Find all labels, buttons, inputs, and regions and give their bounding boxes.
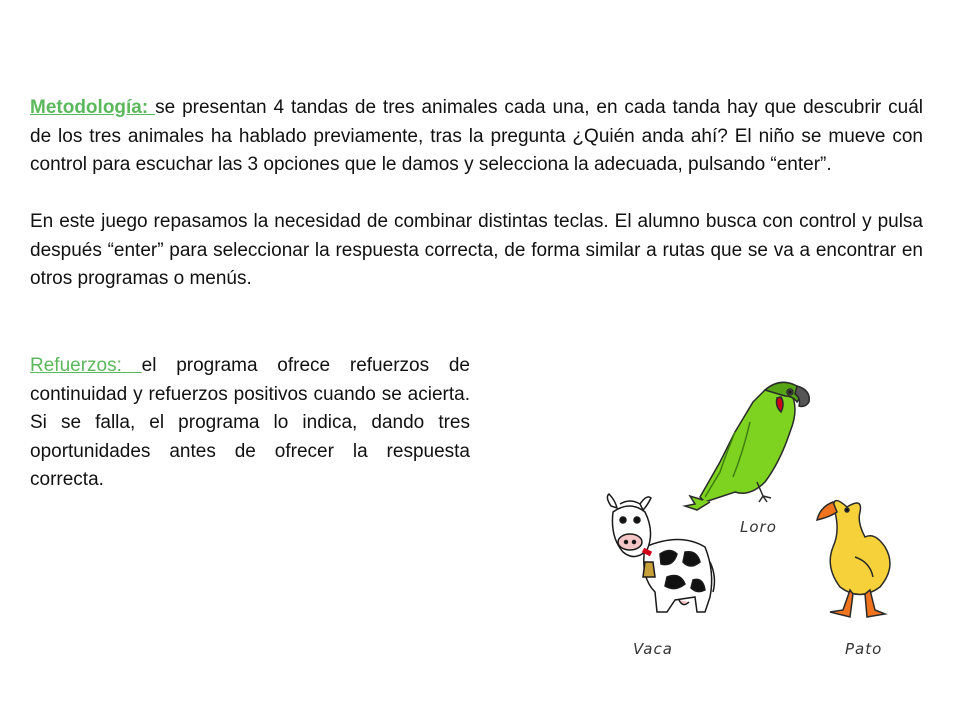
parrot-drawing <box>685 382 809 510</box>
methodology-text: se presentan 4 tandas de tres animales cada una, en cada tanda hay que descubrir cuál de los tres animales ha hablado previamente, tras la pregunta ¿Quién anda ahí? El niño se mueve con control para escuchar las 3 opciones que le damos y selecciona la adecuada, pulsando “enter”. <box>30 97 924 175</box>
duck-drawing <box>817 501 890 617</box>
animals-illustration <box>585 372 925 672</box>
game-note-paragraph: En este juego repasamos la necesidad de combinar distintas teclas. El alumno busca con control y pulsa después “enter” para seleccionar la respuesta correcta, de forma similar a rutas que se va a encontrar en otros programas o menús. <box>30 211 923 289</box>
methodology-heading: Metodología: <box>30 97 156 118</box>
reinforcement-paragraph <box>30 352 470 495</box>
parrot-label: Loro <box>740 518 777 536</box>
reinforcement-heading: Refuerzos: <box>30 355 142 376</box>
methodology-paragraph <box>30 94 923 180</box>
cow-label: Vaca <box>633 640 673 658</box>
reinforcement-text: el programa ofrece refuerzos de continuidad y refuerzos positivos cuando se acierta. Si se falla, el programa lo indica, dando tres oportunidades antes de ofrecer la respuesta correcta. <box>30 355 470 490</box>
duck-label: Pato <box>845 640 883 658</box>
cow-drawing <box>607 494 714 612</box>
